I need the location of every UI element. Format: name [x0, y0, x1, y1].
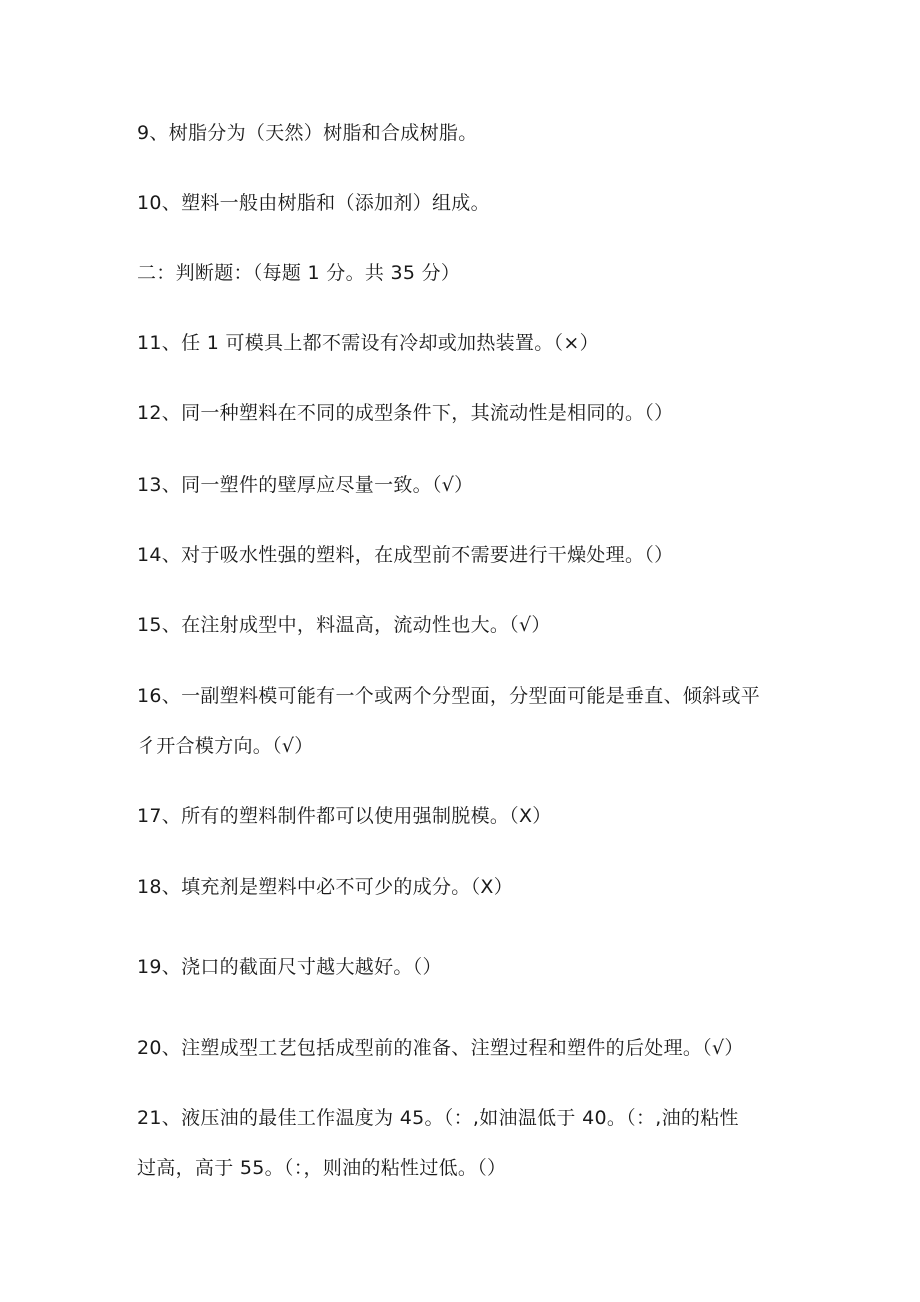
- question-21-line-1: 21、液压油的最佳工作温度为 45。（：,如油温低于 40。（：,油的粘性: [137, 1107, 739, 1129]
- question-9: 9、树脂分为（天然）树脂和合成树脂。: [137, 122, 478, 144]
- question-13: 13、同一塑件的壁厚应尽量一致。（√）: [137, 474, 474, 496]
- question-14: 14、对于吸水性强的塑料，在成型前不需要进行干燥处理。（）: [137, 544, 674, 566]
- question-21-line-2: 过高，高于 55。（：，则油的粘性过低。（）: [137, 1157, 507, 1179]
- question-16-line-1: 16、一副塑料模可能有一个或两个分型面，分型面可能是垂直、倾斜或平: [137, 685, 761, 707]
- question-15: 15、在注射成型中，料温高，流动性也大。（√）: [137, 614, 551, 636]
- question-10: 10、塑料一般由树脂和（添加剂）组成。: [137, 192, 490, 214]
- question-11: 11、任 1 可模具上都不需设有冷却或加热装置。（×）: [137, 332, 599, 354]
- question-12: 12、同一种塑料在不同的成型条件下，其流动性是相同的。（）: [137, 402, 674, 424]
- question-20: 20、注塑成型工艺包括成型前的准备、注塑过程和塑件的后处理。（√）: [137, 1037, 744, 1059]
- question-17: 17、所有的塑料制件都可以使用强制脱模。（X）: [137, 805, 552, 827]
- section-heading-true-false: 二：判断题：（每题 1 分。共 35 分）: [137, 262, 461, 284]
- question-18: 18、填充剂是塑料中必不可少的成分。（X）: [137, 876, 513, 898]
- question-16-line-2: 彳开合模方向。（√）: [137, 735, 314, 757]
- question-19: 19、浇口的截面尺寸越大越好。（）: [137, 956, 442, 978]
